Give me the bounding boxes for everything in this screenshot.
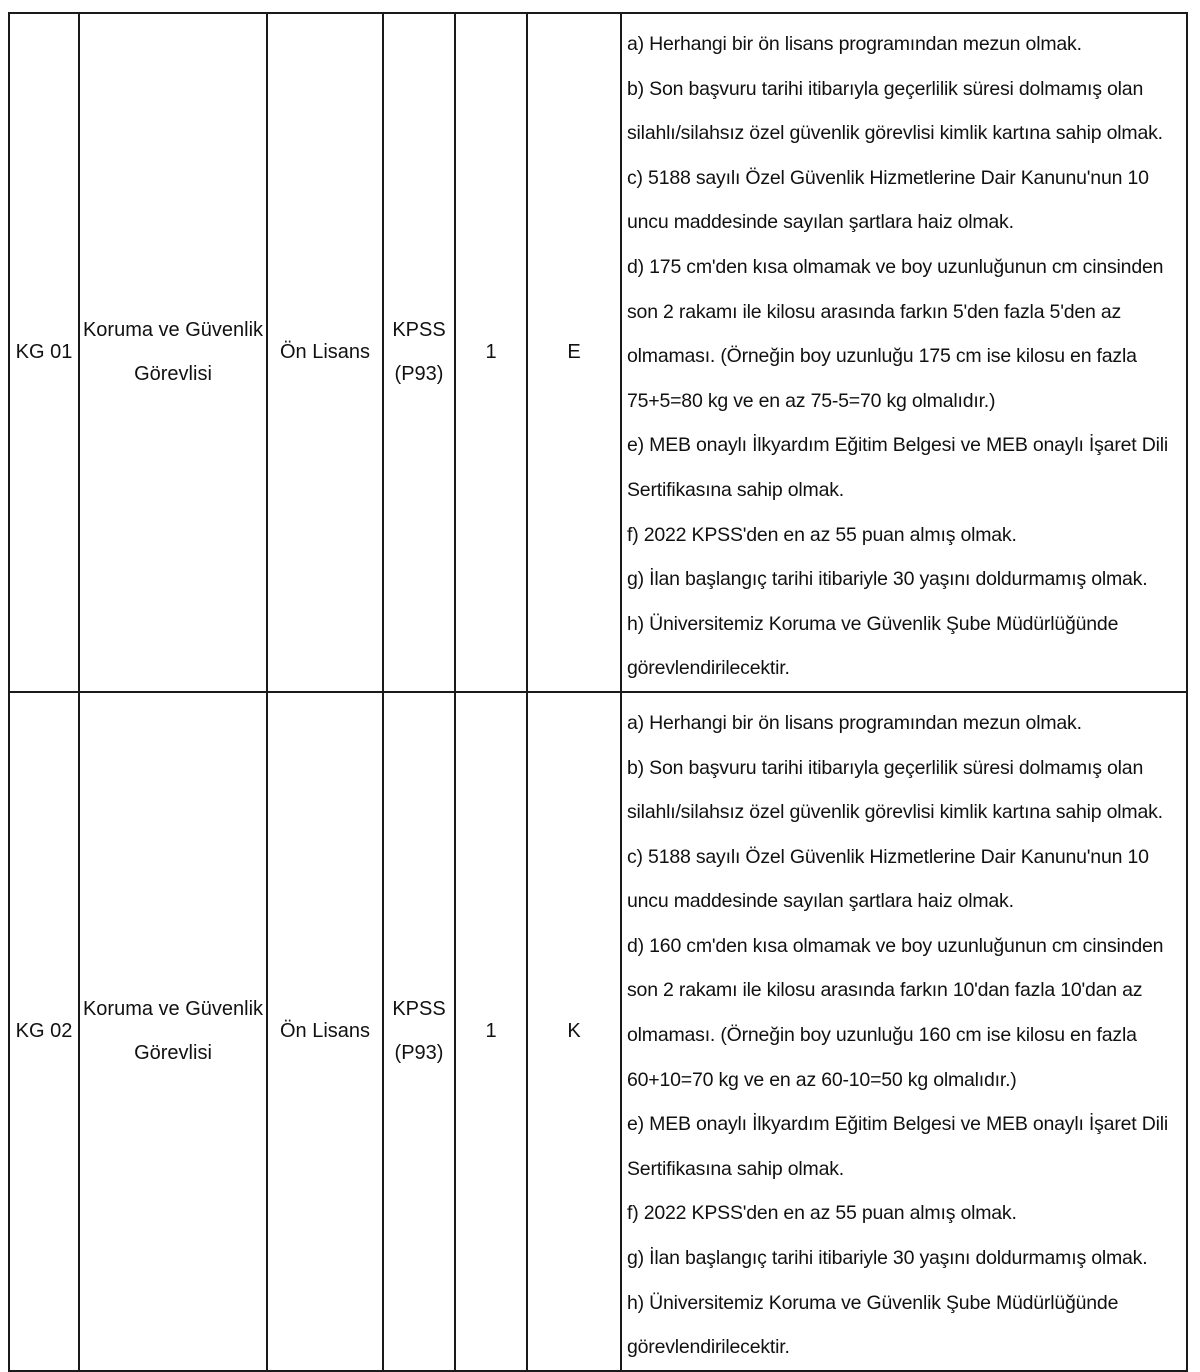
education-level-cell <box>267 692 383 1371</box>
gender-cell <box>527 13 621 692</box>
requirement-line: Sertifikasına sahip olmak. <box>627 1157 844 1180</box>
exam-type-cell <box>383 13 455 692</box>
requirement-line: c) 5188 sayılı Özel Güvenlik Hizmetlerine Dair Kanunu'nun 10 <box>627 166 1149 189</box>
requirement-line: b) Son başvuru tarihi itibarıyla geçerlilik süresi dolmamış olan <box>627 756 1144 779</box>
requirement-line: 60+10=70 kg ve en az 60-10=50 kg olmalıdır.) <box>627 1068 1017 1091</box>
requirement-line: h) Üniversitemiz Koruma ve Güvenlik Şube Müdürlüğünde <box>627 1291 1119 1314</box>
position-code: KG 02 <box>15 1020 73 1043</box>
requirements-cell <box>621 692 1187 1371</box>
requirement-line: silahlı/silahsız özel güvenlik görevlisi kimlik kartına sahip olmak. <box>627 122 1163 145</box>
position-code-cell <box>9 692 79 1371</box>
gender: K <box>567 1020 581 1043</box>
requirement-line: f) 2022 KPSS'den en az 55 puan almış olmak. <box>627 1202 1017 1225</box>
requirement-line: 75+5=80 kg ve en az 75-5=70 kg olmalıdır.) <box>627 389 996 412</box>
requirement-line: b) Son başvuru tarihi itibarıyla geçerlilik süresi dolmamış olan <box>627 77 1144 100</box>
positions-table <box>8 12 1188 1372</box>
requirement-line: silahlı/silahsız özel güvenlik görevlisi kimlik kartına sahip olmak. <box>627 801 1163 824</box>
requirement-line: g) İlan başlangıç tarihi itibariyle 30 yaşını doldurmamış olmak. <box>627 1247 1148 1270</box>
requirement-line: c) 5188 sayılı Özel Güvenlik Hizmetlerine Dair Kanunu'nun 10 <box>627 845 1149 868</box>
requirement-line: e) MEB onaylı İlkyardım Eğitim Belgesi ve MEB onaylı İşaret Dili <box>627 1113 1168 1136</box>
requirement-line: f) 2022 KPSS'den en az 55 puan almış olmak. <box>627 523 1017 546</box>
table-row <box>9 692 1187 1371</box>
position-title: Koruma ve Güvenlik Görevlisi <box>82 319 264 386</box>
gender-cell <box>527 692 621 1371</box>
requirement-line: son 2 rakamı ile kilosu arasında farkın 10'dan fazla 10'dan az <box>627 979 1143 1002</box>
exam-type: KPSS (P93) <box>392 319 446 386</box>
quota-cell <box>455 13 527 692</box>
education-level-cell <box>267 13 383 692</box>
requirement-line: uncu maddesinde sayılan şartlara haiz olmak. <box>627 890 1014 913</box>
requirement-line: görevlendirilecektir. <box>627 1336 790 1359</box>
requirement-line: Sertifikasına sahip olmak. <box>627 478 844 501</box>
exam-type-cell <box>383 692 455 1371</box>
education-level: Ön Lisans <box>279 341 371 364</box>
exam-type: KPSS (P93) <box>392 998 446 1065</box>
quota-count: 1 <box>485 341 497 364</box>
requirement-line: olmaması. (Örneğin boy uzunluğu 175 cm ise kilosu en fazla <box>627 345 1137 368</box>
position-code: KG 01 <box>15 341 73 364</box>
requirement-line: uncu maddesinde sayılan şartlara haiz olmak. <box>627 211 1014 234</box>
position-title-cell <box>79 692 267 1371</box>
requirement-line: a) Herhangi bir ön lisans programından mezun olmak. <box>627 711 1082 734</box>
document-page <box>8 12 1186 1372</box>
quota-cell <box>455 692 527 1371</box>
requirement-line: g) İlan başlangıç tarihi itibariyle 30 yaşını doldurmamış olmak. <box>627 568 1148 591</box>
requirement-line: d) 175 cm'den kısa olmamak ve boy uzunluğunun cm cinsinden <box>627 255 1164 278</box>
requirements-cell <box>621 13 1187 692</box>
requirement-line: olmaması. (Örneğin boy uzunluğu 160 cm ise kilosu en fazla <box>627 1024 1137 1047</box>
gender: E <box>567 341 581 364</box>
table-row <box>9 13 1187 692</box>
requirement-line: h) Üniversitemiz Koruma ve Güvenlik Şube Müdürlüğünde <box>627 612 1119 635</box>
position-code-cell <box>9 13 79 692</box>
requirement-line: e) MEB onaylı İlkyardım Eğitim Belgesi ve MEB onaylı İşaret Dili <box>627 434 1168 457</box>
requirement-line: görevlendirilecektir. <box>627 657 790 680</box>
quota-count: 1 <box>485 1020 497 1043</box>
education-level: Ön Lisans <box>279 1020 371 1043</box>
requirement-line: d) 160 cm'den kısa olmamak ve boy uzunluğunun cm cinsinden <box>627 934 1164 957</box>
requirement-line: son 2 rakamı ile kilosu arasında farkın 5'den fazla 5'den az <box>627 300 1122 323</box>
position-title-cell <box>79 13 267 692</box>
requirement-line: a) Herhangi bir ön lisans programından mezun olmak. <box>627 33 1082 55</box>
position-title: Koruma ve Güvenlik Görevlisi <box>82 998 264 1065</box>
